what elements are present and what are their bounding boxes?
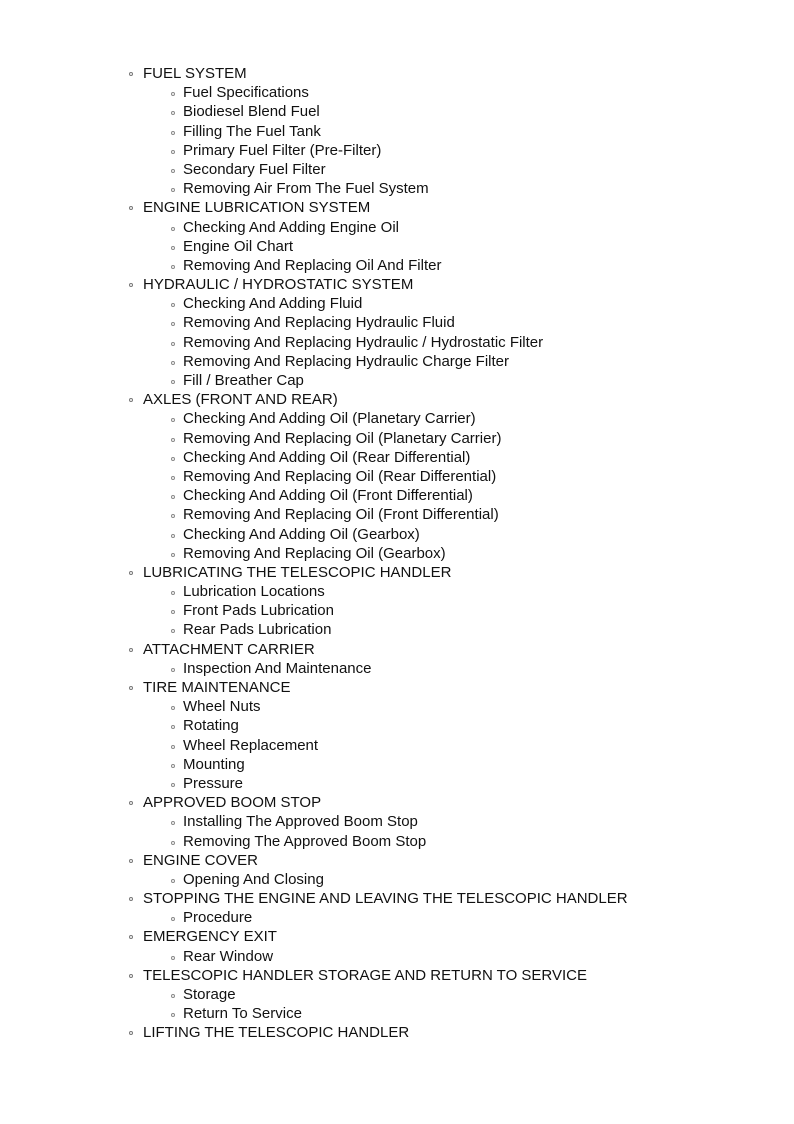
toc-item: [0, 237, 794, 256]
toc-section-title: LUBRICATING THE TELESCOPIC HANDLER: [143, 563, 452, 581]
toc-item: [0, 313, 794, 332]
toc-item-label: Removing And Replacing Oil (Gearbox): [183, 544, 446, 562]
toc-item-label: Fuel Specifications: [183, 84, 309, 102]
toc-item-label: Removing And Replacing Oil And Filter: [183, 256, 442, 274]
toc-item-label: Removing And Replacing Oil (Rear Differential): [183, 467, 497, 485]
toc-item: [0, 812, 794, 831]
toc-section: [0, 678, 794, 697]
toc-item-label: Inspection And Maintenance: [183, 659, 372, 677]
circle-bullet-icon: [171, 841, 175, 845]
toc-section: [0, 1023, 794, 1042]
toc-section-title: STOPPING THE ENGINE AND LEAVING THE TELESCOPIC HANDLER: [143, 890, 628, 908]
toc-item-label: Checking And Adding Oil (Planetary Carrier): [183, 410, 476, 428]
circle-bullet-icon: [129, 571, 133, 575]
circle-bullet-icon: [171, 150, 175, 154]
toc-item: [0, 947, 794, 966]
circle-bullet-icon: [171, 438, 175, 442]
toc-section-title: ENGINE COVER: [143, 851, 259, 869]
toc-item-label: Checking And Adding Engine Oil: [183, 218, 399, 236]
toc-item-label: Checking And Adding Oil (Gearbox): [183, 525, 420, 543]
toc-item-label: Removing And Replacing Hydraulic Fluid: [183, 314, 455, 332]
toc-item-label: Biodiesel Blend Fuel: [183, 103, 320, 121]
toc-section: [0, 198, 794, 217]
toc-item-label: Checking And Adding Oil (Front Differential): [183, 487, 473, 505]
toc-item: [0, 333, 794, 352]
toc-item: [0, 716, 794, 735]
toc-item: [0, 160, 794, 179]
toc-item-label: Removing And Replacing Oil (Front Differential): [183, 506, 499, 524]
toc-item: [0, 736, 794, 755]
circle-bullet-icon: [171, 725, 175, 729]
circle-bullet-icon: [171, 783, 175, 787]
circle-bullet-icon: [171, 553, 175, 557]
toc-item: [0, 1004, 794, 1023]
toc-item: [0, 448, 794, 467]
toc-item: [0, 870, 794, 889]
toc-item-label: Front Pads Lubrication: [183, 602, 334, 620]
toc-item: [0, 371, 794, 390]
toc-section: [0, 64, 794, 83]
toc-section: [0, 390, 794, 409]
toc-item: [0, 620, 794, 639]
toc-item-label: Removing And Replacing Hydraulic Charge Filter: [183, 352, 509, 370]
toc-item-label: Fill / Breather Cap: [183, 372, 304, 389]
circle-bullet-icon: [129, 897, 133, 901]
toc-item-label: Removing And Replacing Hydraulic / Hydrostatic Filter: [183, 333, 544, 351]
toc-item-label: Wheel Replacement: [183, 736, 319, 754]
toc-item-label: Pressure: [183, 774, 244, 792]
circle-bullet-icon: [171, 956, 175, 960]
toc-item: [0, 582, 794, 601]
circle-bullet-icon: [171, 131, 175, 135]
circle-bullet-icon: [129, 206, 133, 210]
toc-section-title: ATTACHMENT CARRIER: [143, 640, 315, 658]
circle-bullet-icon: [171, 246, 175, 250]
toc-item: [0, 409, 794, 428]
circle-bullet-icon: [171, 745, 175, 749]
toc-item-label: Removing Air From The Fuel System: [183, 180, 429, 198]
toc-item: [0, 122, 794, 141]
circle-bullet-icon: [171, 591, 175, 595]
toc-section-title: EMERGENCY EXIT: [143, 928, 277, 946]
toc-section: [0, 889, 794, 908]
circle-bullet-icon: [171, 361, 175, 365]
circle-bullet-icon: [129, 1031, 133, 1035]
toc-item: [0, 659, 794, 678]
circle-bullet-icon: [171, 227, 175, 231]
toc-item: [0, 429, 794, 448]
circle-bullet-icon: [171, 322, 175, 326]
circle-bullet-icon: [171, 457, 175, 461]
toc-item-label: Primary Fuel Filter (Pre-Filter): [183, 141, 382, 159]
circle-bullet-icon: [129, 859, 133, 863]
toc-item-label: Engine Oil Chart: [183, 237, 294, 255]
toc-section: [0, 927, 794, 946]
toc-item-label: Filling The Fuel Tank: [183, 122, 321, 140]
circle-bullet-icon: [171, 495, 175, 499]
toc-section-title: TELESCOPIC HANDLER STORAGE AND RETURN TO SERVICE: [143, 966, 587, 984]
toc-item: [0, 467, 794, 486]
toc-item-label: Mounting: [183, 755, 245, 773]
toc-item: [0, 505, 794, 524]
circle-bullet-icon: [171, 706, 175, 710]
toc-item-label: Return To Service: [183, 1005, 302, 1023]
circle-bullet-icon: [171, 629, 175, 633]
toc-section-title: HYDRAULIC / HYDROSTATIC SYSTEM: [143, 276, 414, 294]
toc-item-label: Rear Pads Lubrication: [183, 621, 332, 639]
circle-bullet-icon: [171, 994, 175, 998]
toc-item-label: Removing And Replacing Oil (Planetary Carrier): [183, 429, 502, 447]
toc-item-label: Storage: [183, 986, 236, 1003]
toc-item: [0, 179, 794, 198]
circle-bullet-icon: [171, 342, 175, 346]
circle-bullet-icon: [129, 935, 133, 939]
circle-bullet-icon: [171, 764, 175, 768]
circle-bullet-icon: [129, 72, 133, 76]
toc-item: [0, 83, 794, 102]
toc-section-title: AXLES (FRONT AND REAR): [143, 391, 338, 409]
toc-item-label: Rotating: [183, 717, 239, 735]
circle-bullet-icon: [171, 169, 175, 173]
circle-bullet-icon: [171, 668, 175, 672]
toc-item-label: Secondary Fuel Filter: [183, 160, 326, 178]
circle-bullet-icon: [129, 283, 133, 287]
toc-item: [0, 985, 794, 1004]
circle-bullet-icon: [171, 610, 175, 614]
circle-bullet-icon: [129, 974, 133, 978]
toc-item: [0, 697, 794, 716]
circle-bullet-icon: [171, 879, 175, 883]
toc-section-title: FUEL SYSTEM: [143, 65, 247, 82]
circle-bullet-icon: [129, 686, 133, 690]
circle-bullet-icon: [171, 111, 175, 115]
toc-item: [0, 544, 794, 563]
toc-section: [0, 851, 794, 870]
toc-item-label: Lubrication Locations: [183, 583, 325, 601]
circle-bullet-icon: [129, 801, 133, 805]
toc-section: [0, 793, 794, 812]
toc-item-label: Rear Window: [183, 947, 274, 965]
circle-bullet-icon: [171, 380, 175, 384]
toc-item-label: Procedure: [183, 909, 253, 927]
toc-item: [0, 601, 794, 620]
toc-item: [0, 102, 794, 121]
toc-item: [0, 218, 794, 237]
circle-bullet-icon: [171, 1013, 175, 1017]
toc-item: [0, 141, 794, 160]
circle-bullet-icon: [171, 188, 175, 192]
circle-bullet-icon: [129, 648, 133, 652]
toc-section-title: LIFTING THE TELESCOPIC HANDLER: [143, 1024, 410, 1042]
toc-item: [0, 525, 794, 544]
circle-bullet-icon: [171, 418, 175, 422]
toc-item: [0, 832, 794, 851]
circle-bullet-icon: [171, 514, 175, 518]
toc-section: [0, 640, 794, 659]
toc-item-label: Removing The Approved Boom Stop: [183, 832, 427, 850]
toc-item-label: Opening And Closing: [183, 870, 324, 888]
toc-item-label: Installing The Approved Boom Stop: [183, 813, 418, 831]
circle-bullet-icon: [171, 265, 175, 269]
circle-bullet-icon: [129, 398, 133, 402]
toc-item: [0, 755, 794, 774]
toc-section: [0, 563, 794, 582]
toc-item: [0, 294, 794, 313]
toc-item: [0, 256, 794, 275]
toc-item: [0, 774, 794, 793]
toc-item: [0, 352, 794, 371]
toc-section-title: ENGINE LUBRICATION SYSTEM: [143, 199, 371, 217]
circle-bullet-icon: [171, 917, 175, 921]
circle-bullet-icon: [171, 92, 175, 96]
circle-bullet-icon: [171, 534, 175, 538]
toc-section-title: TIRE MAINTENANCE: [143, 679, 291, 696]
toc-item: [0, 908, 794, 927]
toc-item: [0, 486, 794, 505]
circle-bullet-icon: [171, 303, 175, 307]
table-of-contents: [0, 64, 794, 1043]
circle-bullet-icon: [171, 821, 175, 825]
circle-bullet-icon: [171, 476, 175, 480]
toc-section-title: APPROVED BOOM STOP: [143, 794, 322, 812]
toc-item-label: Checking And Adding Fluid: [183, 295, 363, 313]
toc-item-label: Checking And Adding Oil (Rear Differential): [183, 448, 471, 466]
toc-section: [0, 966, 794, 985]
toc-section: [0, 275, 794, 294]
toc-item-label: Wheel Nuts: [183, 698, 261, 716]
